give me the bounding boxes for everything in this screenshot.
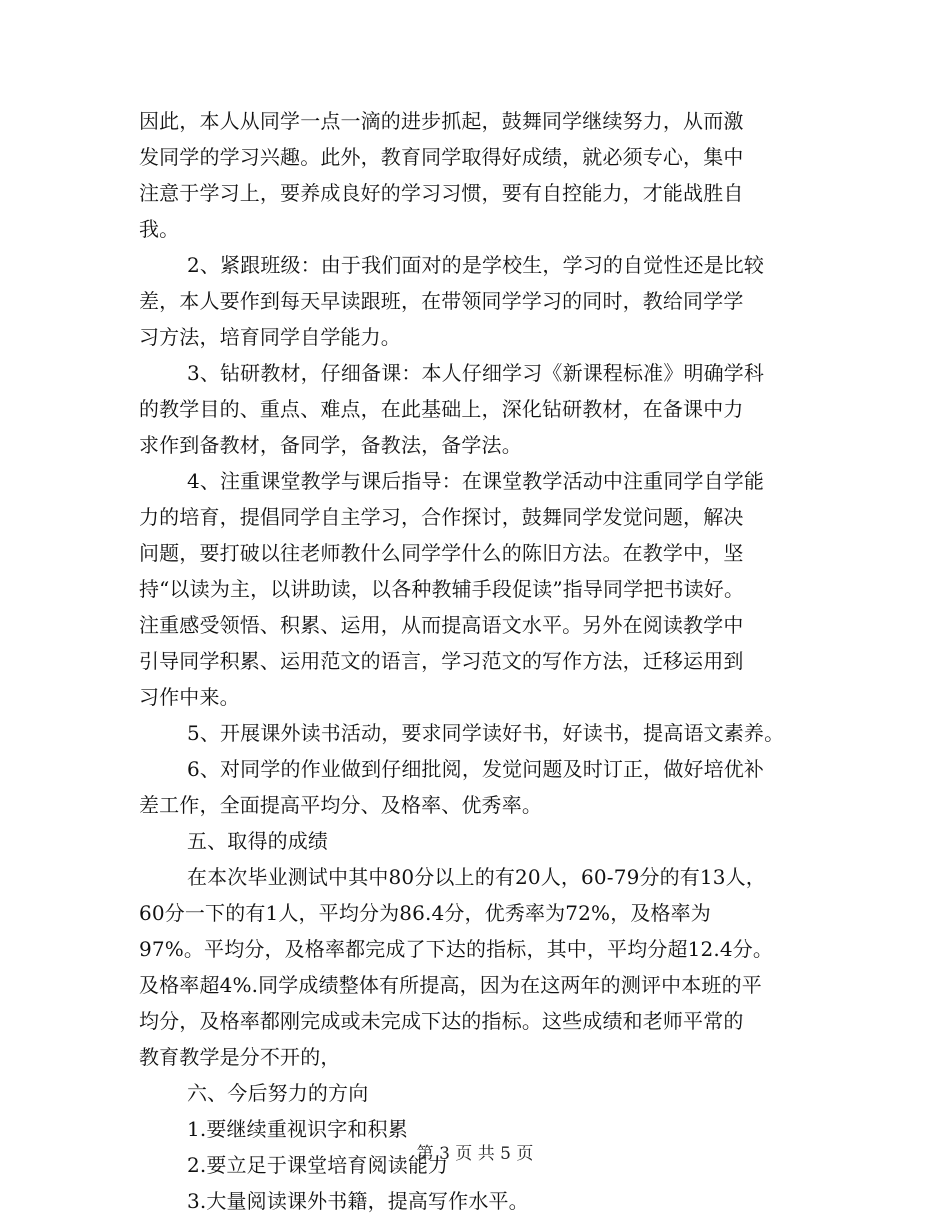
text-line: 习方法，培育同学自学能力。 xyxy=(139,325,401,349)
text-line: 2.要立足于课堂培育阅读能力 xyxy=(187,1153,449,1177)
text-line: 五、取得的成绩 xyxy=(187,829,329,853)
text-line: 均分，及格率都刚完成或未完成下达的指标。这些成绩和老师平常的 xyxy=(139,1009,744,1033)
text-line: 差，本人要作到每天早读跟班，在带领同学学习的同时，教给同学学 xyxy=(139,289,744,313)
text-line: 差工作，全面提高平均分、及格率、优秀率。 xyxy=(139,793,542,817)
text-line: 在本次毕业测试中其中80分以上的有20人，60-79分的有13人， xyxy=(187,865,766,889)
page-footer: 第 3 页 共 5 页 xyxy=(416,1144,534,1164)
text-line: 6、对同学的作业做到仔细批阅，发觉问题及时订正，做好培优补 xyxy=(187,757,765,781)
text-line: 3、钻研教材，仔细备课：本人仔细学习《新课程标准》明确学科 xyxy=(187,361,765,385)
text-line: 60分一下的有1人，平均分为86.4分，优秀率为72%，及格率为 xyxy=(139,901,711,925)
text-line: 因此，本人从同学一点一滴的进步抓起，鼓舞同学继续努力，从而激 xyxy=(139,109,744,133)
text-line: 2、紧跟班级：由于我们面对的是学校生，学习的自觉性还是比较 xyxy=(187,253,765,277)
text-line: 97%。平均分，及格率都完成了下达的指标，其中，平均分超12.4分。 xyxy=(139,937,774,961)
text-line: 持“以读为主，以讲助读，以各种教辅手段促读”指导同学把书读好。 xyxy=(139,577,745,601)
text-line: 习作中来。 xyxy=(139,685,240,709)
text-line: 的教学目的、重点、难点，在此基础上，深化钻研教材，在备课中力 xyxy=(139,397,744,421)
text-line: 注重感受领悟、积累、运用，从而提高语文水平。另外在阅读教学中 xyxy=(139,613,744,637)
text-line: 教育教学是分不开的， xyxy=(139,1045,341,1069)
text-line: 4、注重课堂教学与课后指导：在课堂教学活动中注重同学自学能 xyxy=(187,469,765,493)
text-line: 3.大量阅读课外书籍，提高写作水平。 xyxy=(187,1189,529,1213)
text-line: 及格率超4%.同学成绩整体有所提高，因为在这两年的测评中本班的平 xyxy=(139,973,762,997)
document-body xyxy=(139,103,829,1219)
text-line: 求作到备教材，备同学，备教法，备学法。 xyxy=(139,433,522,457)
text-line: 六、今后努力的方向 xyxy=(187,1081,369,1105)
text-line: 问题，要打破以往老师教什么同学学什么的陈旧方法。在教学中，坚 xyxy=(139,541,744,565)
text-line: 5、开展课外读书活动，要求同学读好书，好读书，提高语文素养。 xyxy=(187,721,785,745)
text-line: 1.要继续重视识字和积累 xyxy=(187,1117,408,1141)
text-line: 引导同学积累、运用范文的语言，学习范文的写作方法，迁移运用到 xyxy=(139,649,744,673)
text-line: 力的培育，提倡同学自主学习，合作探讨，鼓舞同学发觉问题，解决 xyxy=(139,505,744,529)
text-line: 注意于学习上，要养成良好的学习习惯，要有自控能力，才能战胜自 xyxy=(139,181,744,205)
text-line: 发同学的学习兴趣。此外，教育同学取得好成绩，就必须专心，集中 xyxy=(139,145,744,169)
text-line: 我。 xyxy=(139,217,180,241)
